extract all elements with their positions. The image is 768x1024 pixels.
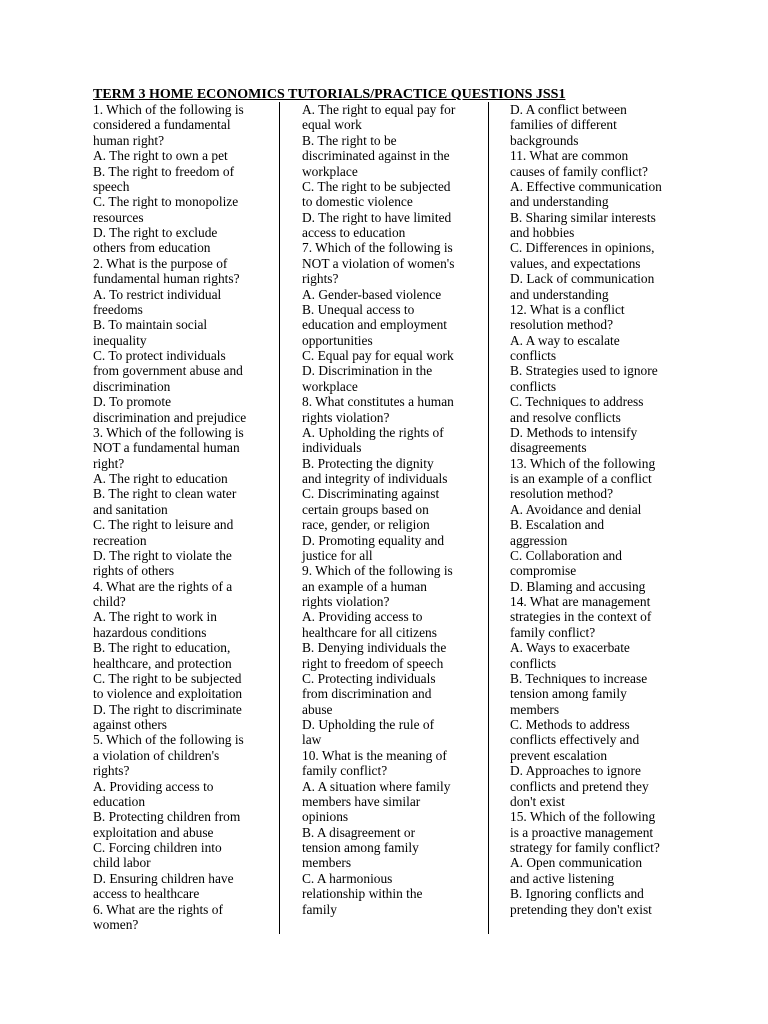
- text-line: B. Escalation and: [510, 517, 605, 533]
- text-line: access to healthcare: [93, 886, 200, 902]
- text-line: 13. Which of the following: [510, 455, 656, 471]
- text-line: 1. Which of the following is: [93, 102, 244, 117]
- text-line: strategy for family conflict?: [510, 840, 660, 855]
- text-line: NOT a violation of women's: [302, 255, 455, 271]
- text-line: resolution method?: [510, 317, 614, 333]
- text-line: D. Discrimination in the: [302, 363, 433, 379]
- text-line: A. To restrict individual: [93, 286, 222, 302]
- text-line: C. Differences in opinions,: [510, 240, 655, 256]
- text-line: child?: [93, 594, 126, 609]
- text-line: tension among family: [302, 840, 419, 855]
- text-line: strategies in the context of: [510, 609, 652, 625]
- text-line: don't exist: [510, 793, 565, 809]
- text-line: and integrity of individuals: [302, 471, 448, 486]
- text-line: 10. What is the meaning of: [302, 747, 447, 763]
- text-line: fundamental human rights?: [93, 271, 240, 287]
- text-line: 7. Which of the following is: [302, 240, 453, 256]
- text-line: 11. What are common: [510, 148, 629, 164]
- text-line: and understanding: [510, 194, 609, 210]
- text-line: and hobbies: [510, 225, 575, 240]
- text-line: D. Blaming and accusing: [510, 578, 646, 594]
- text-line: family conflict?: [510, 624, 596, 640]
- text-line: aggression: [510, 532, 568, 548]
- page-title: TERM 3 HOME ECONOMICS TUTORIALS/PRACTICE QUESTIONS JSS1: [93, 87, 566, 102]
- text-line: discrimination: [93, 378, 171, 394]
- text-line: and sanitation: [93, 501, 168, 517]
- text-line: D. Ensuring children have: [93, 870, 234, 886]
- text-line: B. The right to education,: [93, 640, 231, 656]
- column-2: [302, 102, 488, 917]
- text-line: individuals: [302, 440, 362, 456]
- text-line: 8. What constitutes a human: [302, 394, 454, 410]
- column-1: [93, 102, 279, 932]
- text-line: conflicts: [510, 655, 557, 671]
- text-line: A. Open communication: [510, 855, 643, 871]
- text-line: resolution method?: [510, 486, 614, 502]
- column-divider: [488, 102, 489, 934]
- text-line: and understanding: [510, 286, 609, 302]
- text-line: resources: [93, 209, 144, 225]
- text-line: 9. Which of the following is: [302, 563, 453, 579]
- text-line: C. Methods to address: [510, 717, 630, 732]
- text-line: rights?: [302, 271, 339, 287]
- text-line: B. Strategies used to ignore: [510, 363, 658, 379]
- text-line: family: [302, 901, 337, 917]
- text-line: D. Lack of communication: [510, 271, 655, 287]
- text-line: A. Gender-based violence: [302, 286, 442, 302]
- text-line: 4. What are the rights of a: [93, 578, 233, 594]
- text-line: and active listening: [510, 870, 615, 886]
- text-line: workplace: [302, 378, 358, 394]
- text-line: right to freedom of speech: [302, 655, 444, 671]
- text-line: freedoms: [93, 301, 143, 317]
- text-line: is an example of a conflict: [510, 471, 652, 486]
- text-line: members: [302, 855, 352, 871]
- text-line: disagreements: [510, 440, 587, 456]
- text-line: A. Providing access to: [302, 609, 423, 625]
- text-line: prevent escalation: [510, 747, 608, 763]
- text-line: B. Sharing similar interests: [510, 209, 656, 225]
- text-line: 12. What is a conflict: [510, 301, 625, 317]
- text-line: A. Upholding the rights of: [302, 424, 444, 440]
- text-line: B. Protecting children from: [93, 809, 241, 825]
- text-line: D. The right to discriminate: [93, 701, 242, 717]
- text-line: B. Techniques to increase: [510, 670, 648, 686]
- text-line: A. Ways to exacerbate: [510, 640, 630, 656]
- text-line: A. Providing access to: [93, 778, 214, 794]
- text-line: compromise: [510, 563, 577, 579]
- text-line: inequality: [93, 332, 147, 348]
- text-line: discrimination and prejudice: [93, 409, 247, 425]
- text-line: conflicts effectively and: [510, 732, 640, 748]
- text-line: education and employment: [302, 317, 448, 333]
- text-line: tension among family: [510, 686, 627, 702]
- text-line: B. Protecting the dignity: [302, 455, 434, 471]
- text-line: child labor: [93, 855, 151, 871]
- text-line: speech: [93, 178, 130, 194]
- text-line: A. Effective communication: [510, 178, 662, 194]
- text-line: members have similar: [302, 793, 421, 809]
- text-line: healthcare for all citizens: [302, 624, 437, 640]
- text-line: B. The right to be: [302, 132, 397, 148]
- text-line: B. Unequal access to: [302, 301, 415, 317]
- text-line: B. The right to clean water: [93, 486, 237, 502]
- text-line: to violence and exploitation: [93, 686, 243, 702]
- text-line: against others: [93, 717, 168, 732]
- text-line: race, gender, or religion: [302, 517, 430, 533]
- text-line: A. The right to education: [93, 471, 228, 486]
- text-line: 14. What are management: [510, 594, 651, 609]
- text-line: conflicts and pretend they: [510, 778, 649, 794]
- text-line: C. To protect individuals: [93, 348, 226, 363]
- text-line: opportunities: [302, 332, 373, 348]
- text-line: NOT a fundamental human: [93, 440, 240, 456]
- text-line: opinions: [302, 809, 349, 825]
- column-3: [510, 102, 690, 917]
- text-line: B. The right to freedom of: [93, 163, 235, 179]
- text-line: is a proactive management: [510, 824, 654, 840]
- text-line: backgrounds: [510, 132, 579, 148]
- text-line: 3. Which of the following is: [93, 424, 244, 440]
- text-line: discriminated against in the: [302, 148, 450, 164]
- text-line: rights of others: [93, 563, 175, 579]
- text-line: C. Equal pay for equal work: [302, 348, 454, 363]
- text-line: a violation of children's: [93, 747, 220, 763]
- text-line: C. Discriminating against: [302, 486, 440, 502]
- text-line: C. The right to leisure and: [93, 517, 234, 533]
- text-line: 15. Which of the following: [510, 809, 656, 825]
- text-line: values, and expectations: [510, 255, 641, 271]
- text-line: equal work: [302, 117, 362, 133]
- text-line: A. A way to escalate: [510, 332, 620, 348]
- text-line: members: [510, 701, 560, 717]
- text-line: C. The right to monopolize: [93, 194, 239, 210]
- text-line: D. Approaches to ignore: [510, 763, 641, 779]
- text-line: from discrimination and: [302, 686, 432, 702]
- text-line: 5. Which of the following is: [93, 732, 244, 748]
- text-line: recreation: [93, 532, 147, 548]
- text-line: A. The right to own a pet: [93, 148, 228, 164]
- text-line: law: [302, 732, 322, 748]
- text-line: family conflict?: [302, 763, 388, 779]
- text-line: C. Protecting individuals: [302, 670, 436, 686]
- text-line: human right?: [93, 132, 165, 148]
- text-line: certain groups based on: [302, 501, 429, 517]
- text-line: rights violation?: [302, 409, 390, 425]
- text-line: causes of family conflict?: [510, 163, 648, 179]
- text-line: justice for all: [302, 547, 373, 563]
- text-line: exploitation and abuse: [93, 824, 214, 840]
- text-line: right?: [93, 455, 125, 471]
- text-line: women?: [93, 916, 139, 932]
- text-line: D. A conflict between: [510, 102, 627, 117]
- text-line: pretending they don't exist: [510, 901, 652, 917]
- text-line: B. A disagreement or: [302, 824, 416, 840]
- text-line: A. Avoidance and denial: [510, 501, 642, 517]
- text-line: C. A harmonious: [302, 870, 393, 886]
- text-line: conflicts: [510, 378, 557, 394]
- text-line: rights violation?: [302, 594, 390, 609]
- text-line: B. Denying individuals the: [302, 640, 447, 656]
- text-line: and resolve conflicts: [510, 409, 621, 425]
- text-line: C. Collaboration and: [510, 547, 622, 563]
- text-line: education: [93, 793, 146, 809]
- text-line: others from education: [93, 240, 211, 256]
- text-line: C. Forcing children into: [93, 840, 222, 855]
- text-line: families of different: [510, 117, 617, 133]
- text-line: from government abuse and: [93, 363, 243, 379]
- text-line: access to education: [302, 225, 406, 240]
- text-line: D. The right to have limited: [302, 209, 452, 225]
- text-line: A. The right to equal pay for: [302, 102, 456, 117]
- text-line: rights?: [93, 763, 130, 779]
- text-line: B. Ignoring conflicts and: [510, 886, 644, 902]
- text-line: C. The right to be subjected: [302, 178, 451, 194]
- text-line: hazardous conditions: [93, 624, 207, 640]
- text-line: B. To maintain social: [93, 317, 208, 333]
- text-line: D. To promote: [93, 394, 172, 410]
- text-line: C. Techniques to address: [510, 394, 644, 410]
- text-line: 2. What is the purpose of: [93, 255, 228, 271]
- text-line: D. Methods to intensify: [510, 424, 638, 440]
- text-line: relationship within the: [302, 886, 423, 902]
- text-line: D. The right to exclude: [93, 225, 218, 240]
- text-line: an example of a human: [302, 578, 427, 594]
- text-line: healthcare, and protection: [93, 655, 232, 671]
- text-line: D. Promoting equality and: [302, 532, 445, 548]
- text-line: conflicts: [510, 348, 557, 363]
- column-divider: [279, 102, 280, 934]
- text-line: abuse: [302, 701, 333, 717]
- text-line: workplace: [302, 163, 358, 179]
- text-line: A. The right to work in: [93, 609, 217, 625]
- text-line: A. A situation where family: [302, 778, 451, 794]
- text-line: considered a fundamental: [93, 117, 231, 133]
- text-line: D. The right to violate the: [93, 547, 232, 563]
- text-line: to domestic violence: [302, 194, 413, 210]
- text-line: D. Upholding the rule of: [302, 717, 435, 732]
- text-line: 6. What are the rights of: [93, 901, 223, 917]
- text-line: C. The right to be subjected: [93, 670, 242, 686]
